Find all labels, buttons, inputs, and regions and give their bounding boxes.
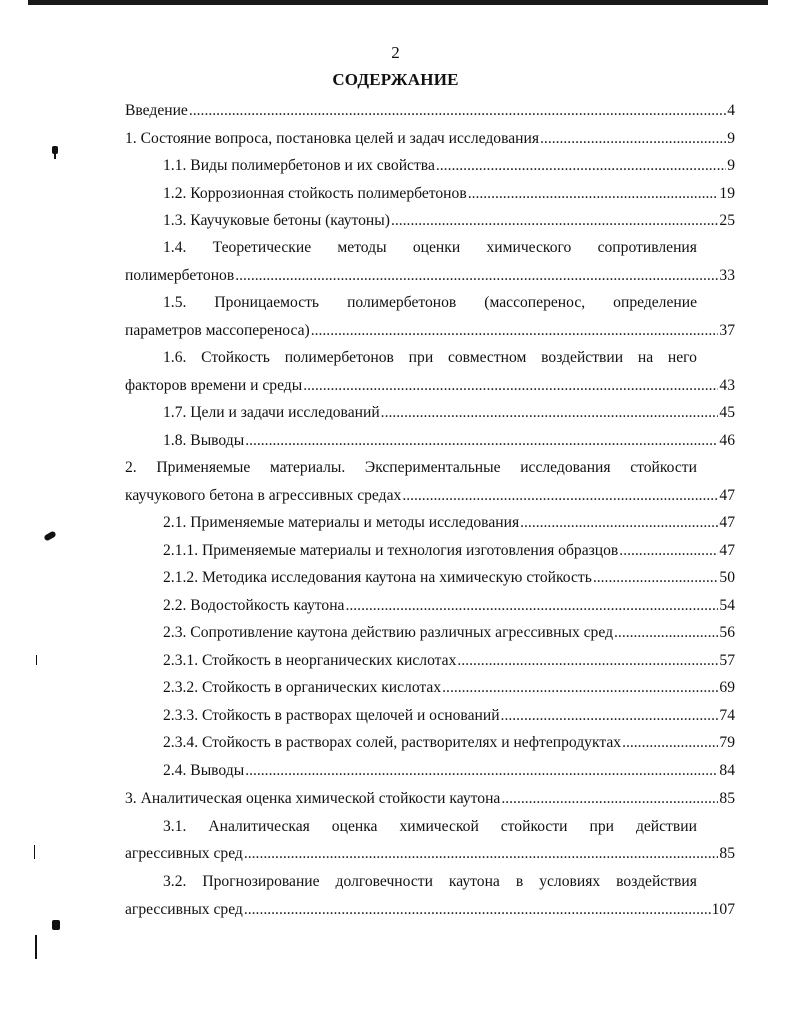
toc-entry[interactable] xyxy=(125,128,735,150)
scan-speck xyxy=(36,655,37,665)
toc-word: каутона xyxy=(448,873,500,890)
toc-word: при xyxy=(408,349,434,366)
toc-word: Стойкость xyxy=(201,349,270,366)
toc-entry[interactable] xyxy=(125,320,735,342)
toc-entry[interactable] xyxy=(125,788,735,810)
toc-entry-label: факторов времени и среды xyxy=(125,377,303,394)
toc-entry-page: 19 xyxy=(719,185,735,202)
toc-word: при xyxy=(589,818,614,835)
toc-word: 3.1. xyxy=(163,818,187,835)
toc-entry[interactable] xyxy=(163,540,735,562)
toc-entry-page: 4 xyxy=(727,102,735,119)
toc-entry-label: параметров массопереноса) xyxy=(125,322,310,339)
toc-entry-page: 50 xyxy=(719,569,735,586)
toc-word: полимербетонов xyxy=(284,349,394,366)
scan-speck xyxy=(35,935,37,959)
toc-entry[interactable] xyxy=(163,650,735,672)
toc-word: него xyxy=(667,349,697,366)
toc-word: действии xyxy=(635,818,697,835)
toc-entry-line1[interactable] xyxy=(163,816,697,838)
scan-top-border xyxy=(28,0,768,5)
toc-entry-label: Введение xyxy=(125,102,188,119)
toc-entry-label: полимербетонов xyxy=(125,267,235,284)
toc-entry-label: 1.1. Виды полимербетонов и их свойства xyxy=(163,157,435,174)
toc-entry[interactable] xyxy=(163,677,735,699)
toc-word: совместном xyxy=(447,349,527,366)
toc-word: химической xyxy=(399,818,479,835)
toc-entry-page: 47 xyxy=(719,514,735,531)
toc-entry-label: 2.1. Применяемые материалы и методы исследования xyxy=(163,514,520,531)
toc-entry-line1[interactable] xyxy=(163,292,697,314)
toc-entry-page: 107 xyxy=(711,901,735,918)
toc-entry[interactable] xyxy=(163,210,735,232)
toc-word: 1.5. xyxy=(163,294,187,311)
toc-entry-page: 56 xyxy=(719,624,735,641)
toc-entry-label: 2.4. Выводы xyxy=(163,762,245,779)
toc-entry-page: 85 xyxy=(719,845,735,862)
toc-entry-line1[interactable] xyxy=(125,457,697,479)
toc-entry[interactable] xyxy=(163,705,735,727)
toc-entry-page: 47 xyxy=(719,542,735,559)
toc-entry-label: 1.8. Выводы xyxy=(163,432,245,449)
toc-entry-label: агрессивных сред xyxy=(125,845,243,862)
toc-word: сопротивления xyxy=(597,239,697,256)
toc-word: (массоперенос, xyxy=(484,294,586,311)
toc-entry-label: каучукового бетона в агрессивных средах xyxy=(125,487,402,504)
toc-entry-page: 43 xyxy=(719,377,735,394)
toc-word: условиях xyxy=(539,873,601,890)
toc-word: 1.4. xyxy=(163,239,187,256)
toc-word: 3.2. xyxy=(163,873,187,890)
toc-entry-label: 2.1.2. Методика исследования каутона на химическую стойкость xyxy=(163,569,592,586)
toc-entry-label: 2.3.3. Стойкость в растворах щелочей и оснований xyxy=(163,707,500,724)
toc-entry-page: 57 xyxy=(719,652,735,669)
toc-entry[interactable] xyxy=(125,899,735,921)
page-title: СОДЕРЖАНИЕ xyxy=(332,70,459,89)
toc-word: в xyxy=(515,873,524,890)
toc-entry-page: 33 xyxy=(719,267,735,284)
toc-entry-label: 2.3. Сопротивление каутона действию различных агрессивных сред xyxy=(163,624,614,641)
toc-entry-label: агрессивных сред xyxy=(125,901,243,918)
toc-entry-page: 37 xyxy=(719,322,735,339)
toc-entry-page: 9 xyxy=(727,130,735,147)
toc-word: 1.6. xyxy=(163,349,187,366)
toc-entry-line1[interactable] xyxy=(163,237,697,259)
toc-entry-page: 54 xyxy=(719,597,735,614)
toc-entry-label: 2.3.2. Стойкость в органических кислотах xyxy=(163,679,442,696)
toc-entry-page: 79 xyxy=(719,734,735,751)
toc-entry-page: 46 xyxy=(719,432,735,449)
toc-word: на xyxy=(637,349,654,366)
toc-word: Теоретические xyxy=(212,239,312,256)
toc-entry-label: 2.2. Водостойкость каутона xyxy=(163,597,345,614)
toc-entry-page: 47 xyxy=(719,487,735,504)
toc-entry[interactable] xyxy=(163,430,735,452)
toc-entry-page: 74 xyxy=(719,707,735,724)
toc-entry-label: 1. Состояние вопроса, постановка целей и задач исследования xyxy=(125,130,540,147)
toc-word: стойкости xyxy=(500,818,568,835)
toc-word: Применяемые xyxy=(156,459,251,476)
scan-speck xyxy=(43,530,56,541)
scan-speck xyxy=(34,845,35,859)
toc-word: воздействия xyxy=(616,873,697,890)
toc-word: Проницаемость xyxy=(214,294,320,311)
toc-word: полимербетонов xyxy=(347,294,457,311)
toc-entry-page: 25 xyxy=(719,212,735,229)
toc-entry-label: 1.7. Цели и задачи исследований xyxy=(163,404,380,421)
toc-word: Аналитическая xyxy=(208,818,310,835)
toc-entry[interactable] xyxy=(163,567,735,589)
toc-word: 2. xyxy=(125,459,137,476)
toc-word: воздействии xyxy=(541,349,624,366)
toc-entry-label: 1.3. Каучуковые бетоны (каутоны) xyxy=(163,212,390,229)
toc-entry[interactable] xyxy=(125,265,735,287)
toc-entry[interactable] xyxy=(163,155,735,177)
toc-word: материалы. xyxy=(269,459,346,476)
toc-word: Прогнозирование xyxy=(202,873,320,890)
toc-entry[interactable] xyxy=(125,843,735,865)
toc-entry-line1[interactable] xyxy=(163,871,697,893)
toc-entry[interactable] xyxy=(125,485,735,507)
toc-entry[interactable] xyxy=(163,760,735,782)
toc-entry-page: 85 xyxy=(719,790,735,807)
toc-entry-label: 1.2. Коррозионная стойкость полимербетонов xyxy=(163,185,467,202)
toc-entry-label: 2.3.1. Стойкость в неорганических кислотах xyxy=(163,652,457,669)
toc-word: химического xyxy=(486,239,572,256)
toc-entry-label: 2.1.1. Применяемые материалы и технология изготовления образцов xyxy=(163,542,619,559)
toc-entry[interactable] xyxy=(163,732,735,754)
toc-entry-line1[interactable] xyxy=(163,347,697,369)
toc-entry-label: 2.3.4. Стойкость в растворах солей, растворителях и нефтепродуктах xyxy=(163,734,622,751)
toc-entry[interactable] xyxy=(163,183,735,205)
toc-word: стойкости xyxy=(630,459,697,476)
toc-word: оценки xyxy=(412,239,461,256)
toc-word: оценка xyxy=(331,818,378,835)
toc-entry-label: 3. Аналитическая оценка химической стойкости каутона xyxy=(125,790,501,807)
toc-entry-page: 45 xyxy=(719,404,735,421)
toc-entry[interactable] xyxy=(163,402,735,424)
toc-entry[interactable] xyxy=(163,622,735,644)
toc-word: исследования xyxy=(520,459,611,476)
page-number: 2 xyxy=(391,43,400,62)
toc-entry[interactable] xyxy=(125,100,735,122)
toc-entry-page: 69 xyxy=(719,679,735,696)
toc-entry[interactable] xyxy=(125,375,735,397)
toc-entry[interactable] xyxy=(163,512,735,534)
toc-word: определение xyxy=(613,294,697,311)
scan-speck xyxy=(54,153,56,159)
toc-word: Экспериментальные xyxy=(364,459,501,476)
toc-entry[interactable] xyxy=(163,595,735,617)
toc-entry-page: 84 xyxy=(719,762,735,779)
scan-speck xyxy=(52,920,60,930)
toc-entry-page: 9 xyxy=(727,157,735,174)
toc-word: методы xyxy=(337,239,387,256)
toc-word: долговечности xyxy=(335,873,433,890)
